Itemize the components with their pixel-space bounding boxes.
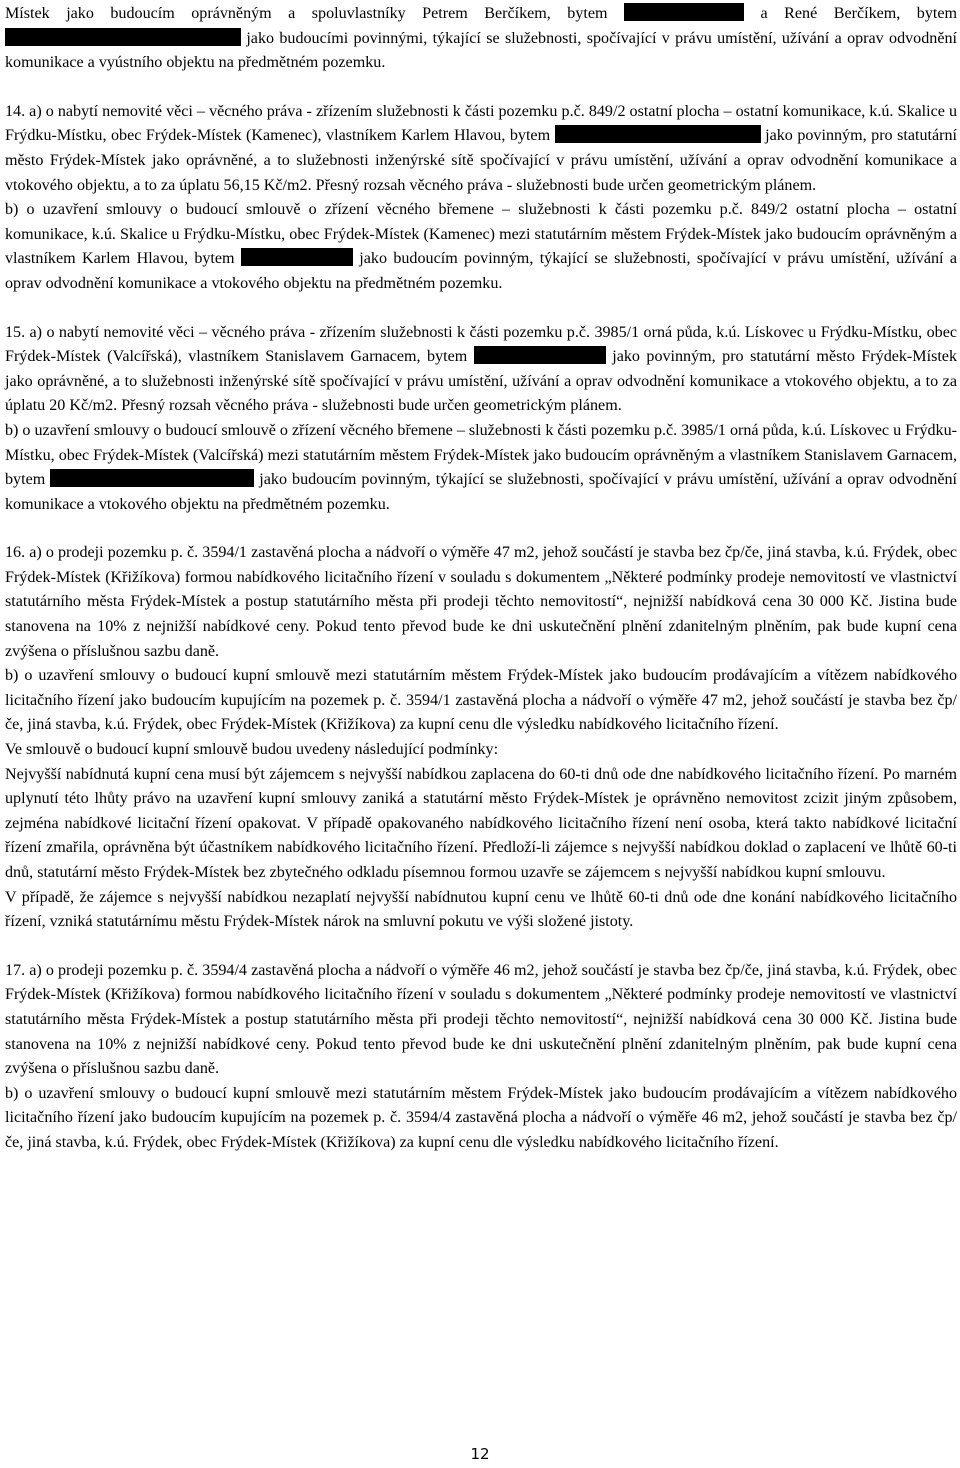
item-17b: b) o uzavření smlouvy o budoucí kupní smlouvě mezi statutárním městem Frýdek-Místek jako budoucím prodávajícím a vítězem nabídkového licitačního řízení jako budoucím kupujícím na pozemek p. č. 3594/4 zastavěná plocha a nádvoří o výměře 46 m2, jehož součástí je stavba bez čp/če, jiná stavba, k.ú. Frýdek, obec Frýdek-Místek (Křižíkova) za kupní cenu dle výsledku nabídkového licitačního řízení. [5, 1084, 957, 1151]
paragraph-text: jako budoucím povinným, týkající se služebnosti, spočívající v právu umístění, užívání a oprav odvodnění komunikace a vtokového objektu na předmětném pozemku. [5, 471, 958, 513]
item-17a: 17. a) o prodeji pozemku p. č. 3594/4 zastavěná plocha a nádvoří o výměře 46 m2, jehož součástí je stavba bez čp/če, jiná stavba, k.ú. Frýdek, obec Frýdek-Místek (Křižíkova) formou nabídkového licitačního řízení v souladu s dokumentem „Některé podmínky prodeje nemovitostí ve vlastnictví statutárního města Frýdek-Místek a postup statutárního města při prodeji těchto nemovitostí“, nejnižší nabídková cena 30 000 Kč. Jistina bude stanovena na 10% z nejnižší nabídkové ceny. Pokud tento převod bude ke dni uskutečnění plnění zdanitelným plněním, pak bude kupní cena zvýšena o příslušnou sazbu daně. [5, 961, 957, 1078]
item-16b: b) o uzavření smlouvy o budoucí kupní smlouvě mezi statutárním městem Frýdek-Místek jako budoucím prodávajícím a vítězem nabídkového licitačního řízení jako budoucím kupujícím na pozemek p. č. 3594/1 zastavěná plocha a nádvoří o výměře 47 m2, jehož součástí je stavba bez čp/če, jiná stavba, k.ú. Frýdek, obec Frýdek-Místek (Křižíkova) za kupní cenu dle výsledku nabídkového licitačního řízení. [5, 667, 957, 734]
item-16-condition-2: V případě, že zájemce s nejvyšší nabídkou nezaplatí nejvyšší nabídnutou kupní cenu ve lhůtě 60-ti dnů ode dne konání nabídkového licitačního řízení, vzniká statutárnímu městu Frýdek-Místek nárok na smluvní pokutu ve výši složené jistoty. [5, 888, 957, 931]
item-15a [5, 321, 957, 419]
page-number: 12 [470, 1445, 490, 1463]
redaction-bar [555, 125, 761, 143]
paragraph-text: 14. a) o nabytí nemovité věci – věcného práva - zřízením služebnosti k části pozemku p.č. 849/2 ostatní plocha – ostatní komunikace, k.ú. Skalice u Frýdku-Místku, obec Frýdek-Místek (Kamenec), vlastníkem Karlem Hlavou, bytem [5, 102, 957, 145]
paragraph-text: a René Berčíkem, bytem [760, 5, 958, 22]
redaction-bar [624, 3, 744, 21]
item-14b [5, 198, 957, 296]
paragraph-text: 15. a) o nabytí nemovité věci – věcného práva - zřízením služebnosti k části pozemku p.č. 3985/1 orná půda, k.ú. Lískovec u Frýdku-Místku, obec Frýdek-Místek (Valcířská), vlastníkem Stanislavem Garnacem, bytem [5, 323, 957, 366]
paragraph-text: jako budoucími povinnými, týkající se služebnosti, spočívající v právu umístění, užívání a oprav odvodnění komunikace a vyústního objektu na předmětném pozemku. [5, 29, 957, 72]
item-16-conditions-heading: Ve smlouvě o budoucí kupní smlouvě budou uvedeny následující podmínky: [5, 741, 499, 759]
item-15b [5, 419, 957, 517]
paragraph-continuation [5, 2, 957, 76]
redaction-bar [241, 248, 353, 266]
item-14a [5, 100, 957, 198]
item-16a: 16. a) o prodeji pozemku p. č. 3594/1 zastavěná plocha a nádvoří o výměře 47 m2, jehož součástí je stavba bez čp/če, jiná stavba, k.ú. Frýdek, obec Frýdek-Místek (Křižíkova) formou nabídkového licitačního řízení v souladu s dokumentem „Některé podmínky prodeje nemovitostí ve vlastnictví statutárního města Frýdek-Místek a postup statutárního města při prodeji těchto nemovitostí“, nejnižší nabídková cena 30 000 Kč. Jistina bude stanovena na 10% z nejnižší nabídkové ceny. Pokud tento převod bude ke dni uskutečnění plnění zdanitelným plněním, pak bude kupní cena zvýšena o příslušnou sazbu daně. [5, 544, 957, 660]
paragraph-text: b) o uzavření smlouvy o budoucí smlouvě o zřízení věcného břemene – služebnosti k části pozemku p.č. 3985/1 orná půda, k.ú. Lískovec u Frýdku-Místku, obec Frýdek-Místek (Valcířská) mezi statutárním městem Frýdek-Místek jako budoucím oprávněným a vlastníkem Stanislavem Garnacem, bytem [5, 421, 957, 489]
paragraph-text: jako povinným, pro statutární město Frýdek-Místek jako oprávněné, a to služebnosti inženýrské sítě spočívající v právu umístění, užívání a oprav odvodnění komunikace a vtokového objektu, a to za úplatu 20 Kč/m2. Přesný rozsah věcného práva - služebnosti bude určen geometrickým plánem. [5, 348, 957, 415]
paragraph-text: Místek jako budoucím oprávněným a spoluvlastníky Petrem Berčíkem, bytem [5, 5, 608, 22]
redaction-bar [474, 346, 606, 364]
paragraph-text: b) o uzavření smlouvy o budoucí smlouvě o zřízení věcného břemene – služebnosti k části pozemku p.č. 849/2 ostatní plocha – ostatní komunikace, k.ú. Skalice u Frýdku-Místku, obec Frýdek-Místek (Kamenec) mezi statutárním městem Frýdek-Místek jako budoucím oprávněným a vlastníkem Karlem Hlavou, bytem [5, 201, 957, 268]
redaction-bar [5, 28, 241, 46]
redaction-bar [50, 469, 254, 487]
document-body [5, 2, 957, 1156]
paragraph-text: jako povinným, pro statutární město Frýdek-Místek jako oprávněné, a to služebnosti inženýrské sítě spočívající v právu umístění, užívání a oprav odvodnění komunikace a vtokového objektu, a to za úplatu 56,15 Kč/m2. Přesný rozsah věcného práva - služebnosti bude určen geometrickým plánem. [5, 127, 957, 194]
item-16-condition-1: Nejvyšší nabídnutá kupní cena musí být zájemcem s nejvyšší nabídkou zaplacena do 60-ti dnů ode dne nabídkového licitačního řízení. Po marném uplynutí této lhůty právo na uzavření kupní smlouvy zaniká a statutární město Frýdek-Místek je oprávněno nemovitost zcizit jiným způsobem, zejména nabídkové licitační řízení opakovat. V případě opakovaného nabídkového licitačního řízení není osoba, která takto nabídkové licitační řízení zmařila, oprávněna být účastníkem nabídkového licitačního řízení. Předloží-li zájemce s nejvyšší nabídkou doklad o zaplacení ve lhůtě 60-ti dnů, statutární město Frýdek-Místek bez zbytečného odkladu písemnou formou uzavře se zájemcem s nejvyšší nabídkou kupní smlouvu. [5, 765, 957, 881]
paragraph-text: jako budoucím povinným, týkající se služebnosti, spočívající v právu umístění, užívání a oprav odvodnění komunikace a vtokového objektu na předmětném pozemku. [5, 250, 957, 292]
